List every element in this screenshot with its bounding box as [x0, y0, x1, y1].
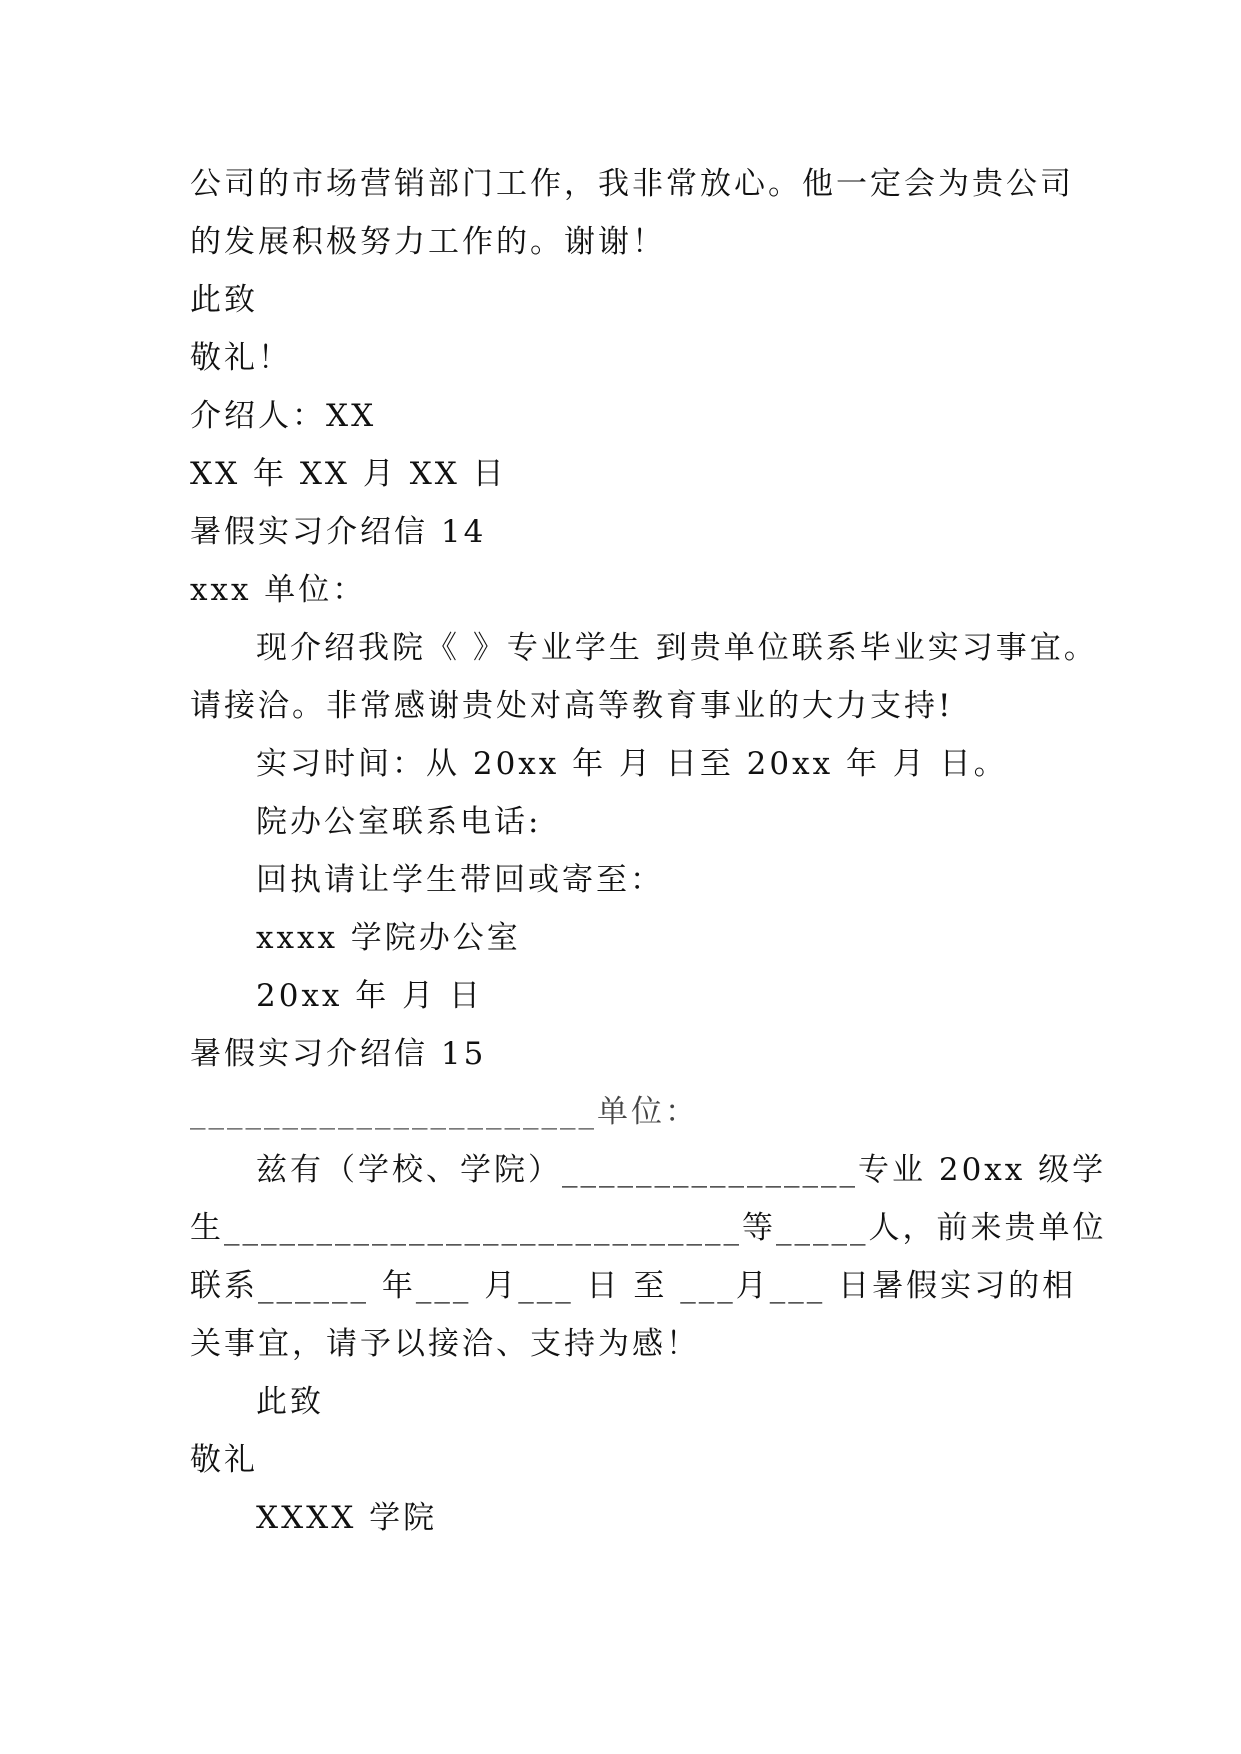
closing-salutation: 此致 — [256, 1384, 324, 1420]
unit-blank-line: ______________________单位： — [190, 1094, 699, 1130]
office-name-line: xxxx 学院办公室 — [256, 920, 521, 956]
signature-institution: XXXX 学院 — [256, 1500, 438, 1536]
closing-regards: 敬礼 — [190, 1442, 258, 1478]
form-body-line-4: 关事宜，请予以接洽、支持为感！ — [190, 1326, 700, 1362]
salutation-line: 此致 — [190, 282, 258, 318]
form-body-line-2: 生____________________________等_____人，前来贵单位 — [190, 1210, 1107, 1246]
body-line-2: 的发展积极努力工作的。谢谢！ — [190, 224, 666, 260]
letter-body-line-2: 请接洽。非常感谢贵处对高等教育事业的大力支持! — [190, 688, 954, 724]
office-phone-line: 院办公室联系电话: — [256, 804, 542, 840]
section-title-14: 暑假实习介绍信 14 — [190, 514, 487, 550]
regards-line: 敬礼！ — [190, 340, 292, 376]
form-body-line-3: 联系______ 年___ 月___ 日 至 ___月___ 日暑假实习的相 — [190, 1268, 1077, 1304]
section-title-15: 暑假实习介绍信 15 — [190, 1036, 487, 1072]
form-body-line-1: 兹有（学校、学院）________________专业 20xx 级学 — [256, 1152, 1107, 1188]
letter-body-line-1: 现介绍我院《 》专业学生 到贵单位联系毕业实习事宜。 — [256, 630, 1098, 666]
introducer-line: 介绍人：XX — [190, 398, 377, 434]
receipt-instruction-line: 回执请让学生带回或寄至： — [256, 862, 664, 898]
recipient-line: xxx 单位： — [190, 572, 367, 608]
letter-date-line: 20xx 年 月 日 — [256, 978, 483, 1014]
date-line: XX 年 XX 月 XX 日 — [190, 456, 507, 492]
internship-period-line: 实习时间：从 20xx 年 月 日至 20xx 年 月 日。 — [256, 746, 1008, 782]
body-line-1: 公司的市场营销部门工作，我非常放心。他一定会为贵公司 — [190, 166, 1074, 202]
